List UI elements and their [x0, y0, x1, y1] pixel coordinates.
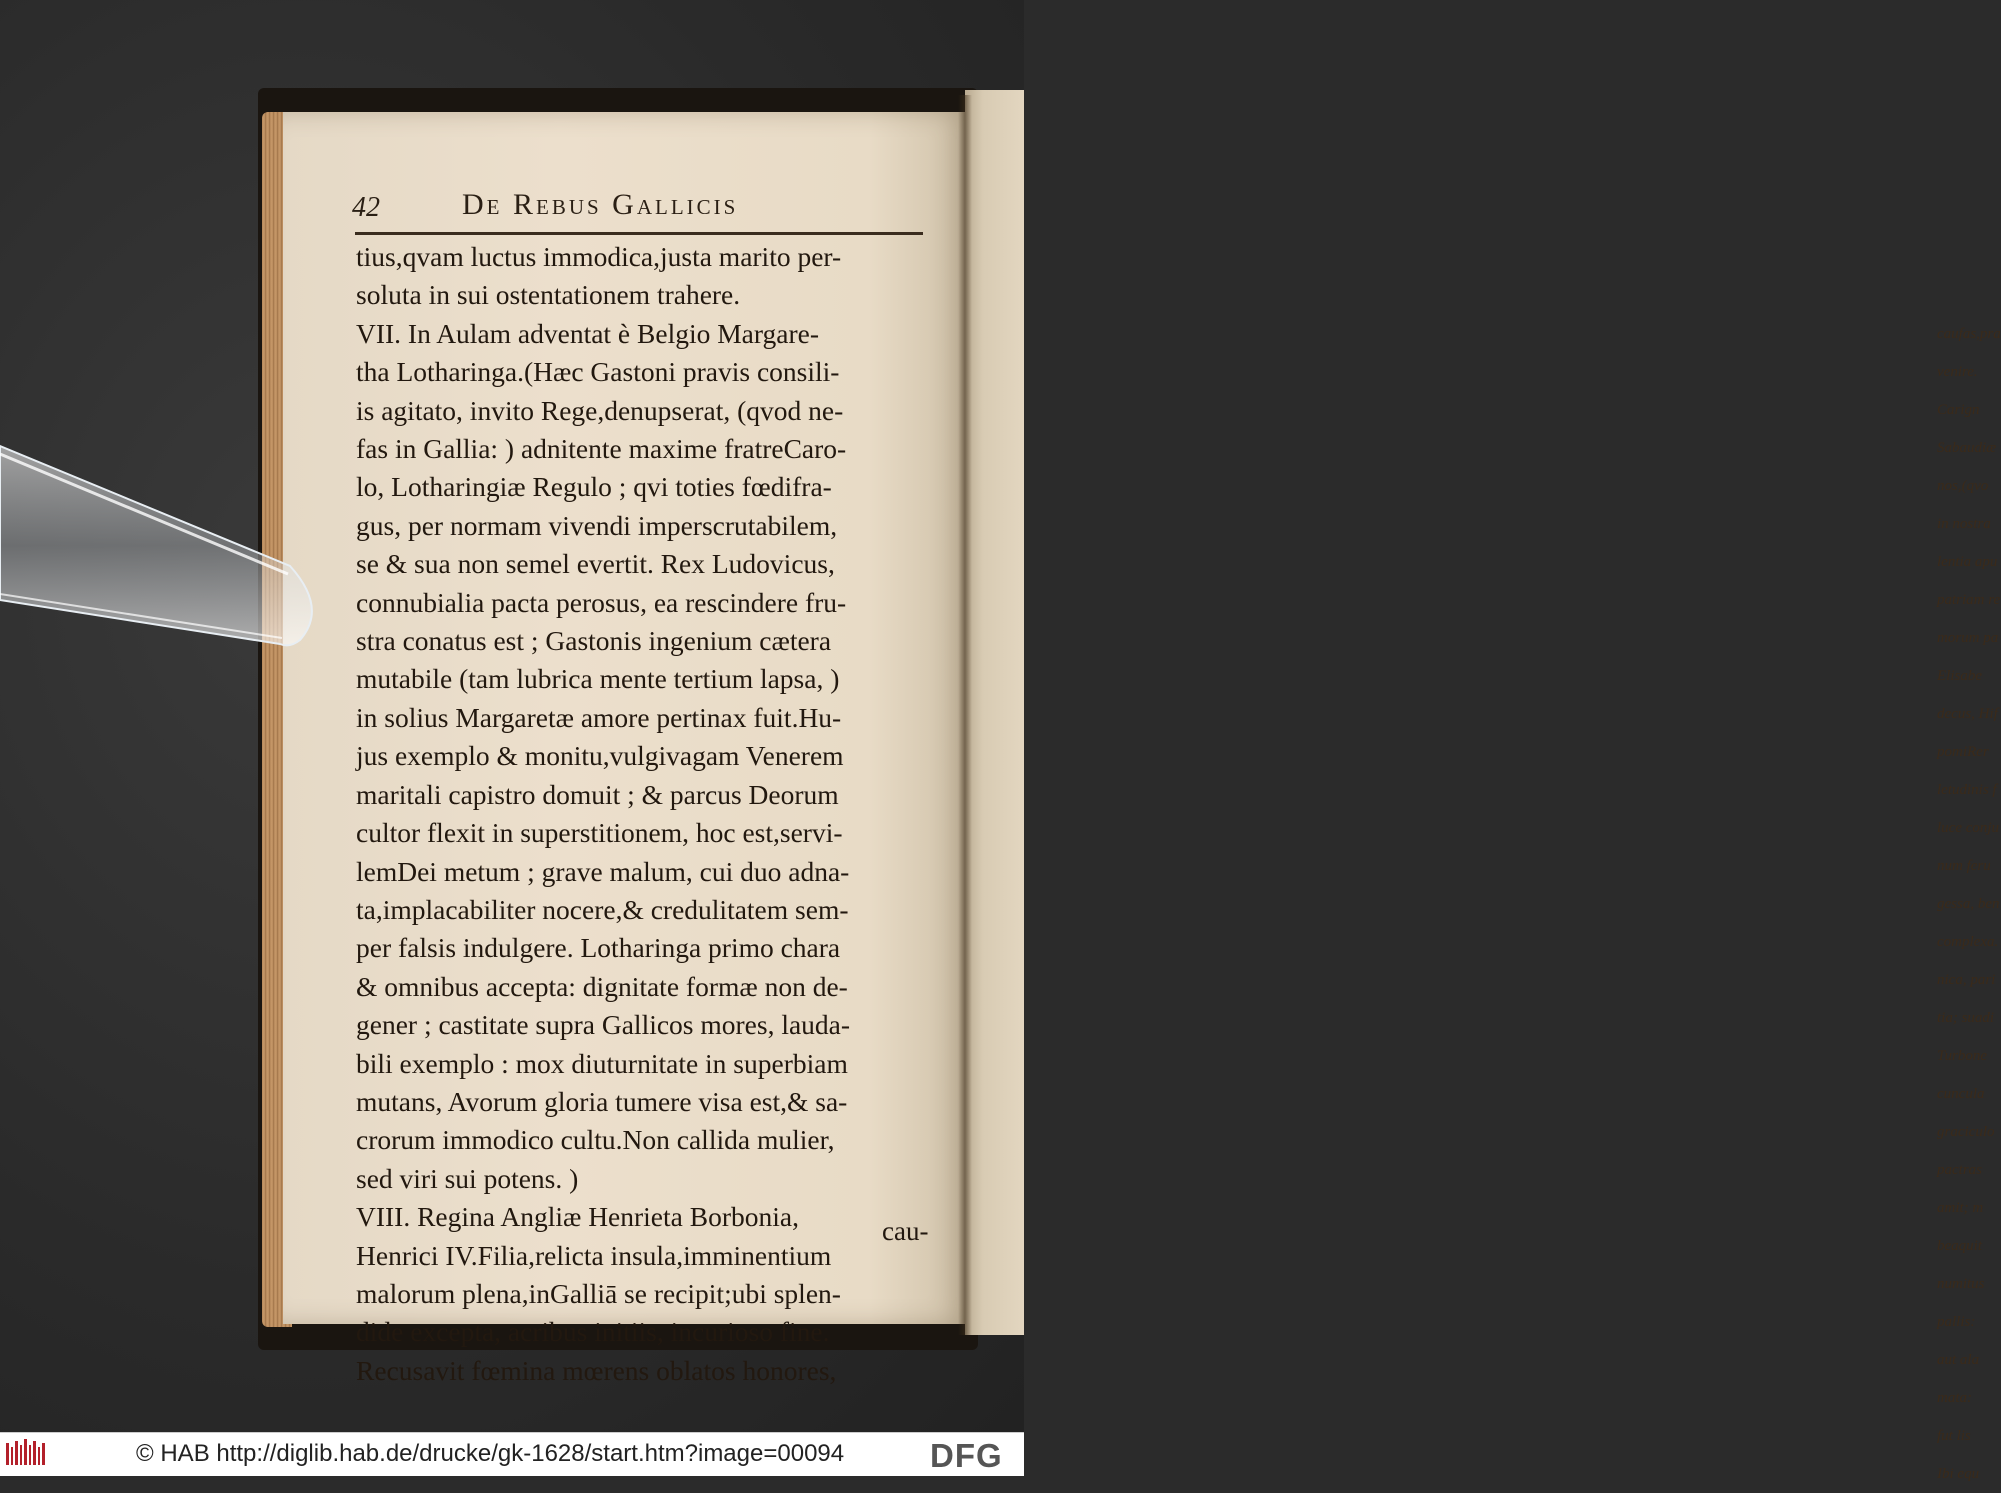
margin-text-line: pomiRer [1937, 744, 1989, 760]
text-line: per falsis indulgere. Lotharinga primo chara [356, 932, 841, 964]
margin-text-line: Turbone [1937, 1048, 1988, 1064]
margin-text-line: luce conju [1937, 820, 2000, 836]
margin-text-line: letudinis f [1937, 782, 1997, 798]
text-line: tius,qvam luctus immodica,justa marito per- [356, 241, 842, 272]
text-line: fas in Gallia: ) adnitente maxime fratreCaro- [356, 433, 847, 465]
text-line: lo, Lotharingiæ Regulo ; qvi toties fœdifra- [356, 471, 832, 503]
text-line: mutabile (tam lubrica mente tertium lapsa, ) [356, 663, 840, 695]
margin-text-line: cuncula [1937, 1086, 1985, 1102]
page-holder-strip [0, 0, 330, 680]
margin-text-line: complexa. [1937, 934, 1999, 950]
text-line: crorum immodico cultu.Non callida mulier, [356, 1124, 835, 1156]
margin-text-line: pactras [1937, 1162, 1982, 1178]
margin-text-line: numitus [1937, 1276, 1985, 1292]
text-line: VIII. Regina Angliæ Henrieta Borbonia, [356, 1201, 799, 1233]
margin-text-line: lentia apu [1937, 554, 1998, 570]
header-rule [355, 232, 923, 235]
margin-text-line: gessa, ben [1937, 896, 2000, 912]
margin-text-line: tia; suadi [1937, 1010, 1995, 1026]
margin-text-line: amit; m [1937, 1200, 1984, 1216]
margin-text-line: pallis: [1937, 1314, 1976, 1330]
margin-text-line: beaquit [1937, 1238, 1982, 1254]
margin-text-line: fut lis [1937, 1428, 1971, 1444]
margin-text-line: graciculo [1937, 1124, 1995, 1140]
dfg-logo: DFG [930, 1437, 1003, 1474]
text-line: gus, per normam vivendi imperscrutabilem, [356, 509, 838, 541]
text-line: jus exemplo & monitu,vulgivagam Venerem [356, 740, 844, 772]
next-page-margin-text [1937, 315, 2001, 1493]
text-line: tha Lotharinga.(Hæc Gastoni pravis consili- [356, 356, 840, 388]
text-line: VII. In Aulam adventat è Belgio Margare- [356, 317, 820, 349]
text-line: lemDei metum ; grave malum, cui duo adna- [356, 855, 850, 887]
text-line: maritali capistro domuit ; & parcus Deorum [356, 778, 839, 810]
text-line: Recusavit fœmina mœrens oblatos honores, [356, 1354, 837, 1386]
margin-text-line: Sabaudiæ [1937, 440, 1997, 456]
text-line: soluta in sui ostentationem trahere. [356, 279, 741, 311]
margin-text-line: num feru [1937, 858, 1991, 874]
margin-text-line: caufas,pra [1937, 326, 2001, 342]
page-number: 42 [352, 192, 380, 223]
text-line: sed viri sui potens. ) [356, 1162, 579, 1194]
margin-text-line: decus, Hif [1937, 706, 1998, 722]
text-line: in solius Margaretæ amore pertinax fuit.Hu- [356, 701, 842, 733]
source-credit-link[interactable]: © HAB http://diglib.hab.de/drucke/gk-1628/start.htm?image=00094 [136, 1440, 845, 1467]
margin-text-line: patriam re [1937, 592, 2001, 608]
running-title: De Rebus Gallicis [462, 188, 739, 221]
margin-text-line: venire. [1937, 364, 1978, 380]
text-line: ta,implacabiliter nocere,& credulitatem sem- [356, 893, 849, 925]
text-line: mutans, Avorum gloria tumere visa est,& sa- [356, 1085, 848, 1117]
margin-text-line: aut ala [1937, 1352, 1980, 1368]
margin-text-line: in nostra [1937, 516, 1991, 532]
text-line: Henrici IV.Filia,relicta insula,imminentium [356, 1239, 832, 1271]
hab-logo-icon [6, 1439, 48, 1469]
text-line: malorum plena,inGalliā se recipit;ubi splen- [356, 1277, 841, 1309]
margin-text-line: Carign [1937, 402, 1980, 418]
text-line: stra conatus est ; Gastonis ingenium cætera [356, 625, 832, 657]
text-line: gener ; castitate supra Gallicos mores, lauda- [356, 1009, 851, 1041]
margin-text-line: morum pa [1937, 630, 1999, 646]
margin-text-line: nica, pari [1937, 972, 1996, 988]
text-line: dide excepta, acribus initiis, incurioso fine. [356, 1316, 830, 1348]
text-line: is agitato, invito Rege,denupserat, (qvod ne- [356, 394, 844, 426]
gutter-shadow [958, 95, 972, 1335]
margin-text-line: Ibi equ [1937, 1466, 1980, 1482]
text-line: cultor flexit in superstitionem, hoc est,servi- [356, 817, 843, 849]
page-body-text [356, 238, 936, 1390]
text-line: connubialia pacta perosus, ea rescindere fru- [356, 586, 847, 618]
text-line: bili exemplo : mox diuturnitate in superbiam [356, 1047, 848, 1079]
margin-text-line: Elisabe [1937, 668, 1982, 684]
text-line: se & sua non semel evertit. Rex Ludovicus, [356, 548, 835, 580]
margin-text-line: mata: [1937, 1390, 1972, 1406]
page-header [352, 188, 924, 228]
text-line: & omnibus accepta: dignitate formæ non de- [356, 970, 848, 1002]
margin-text-line: nos,(qvo [1937, 478, 1989, 494]
footer-bar [0, 1432, 1024, 1476]
catchword: cau- [882, 1216, 929, 1246]
